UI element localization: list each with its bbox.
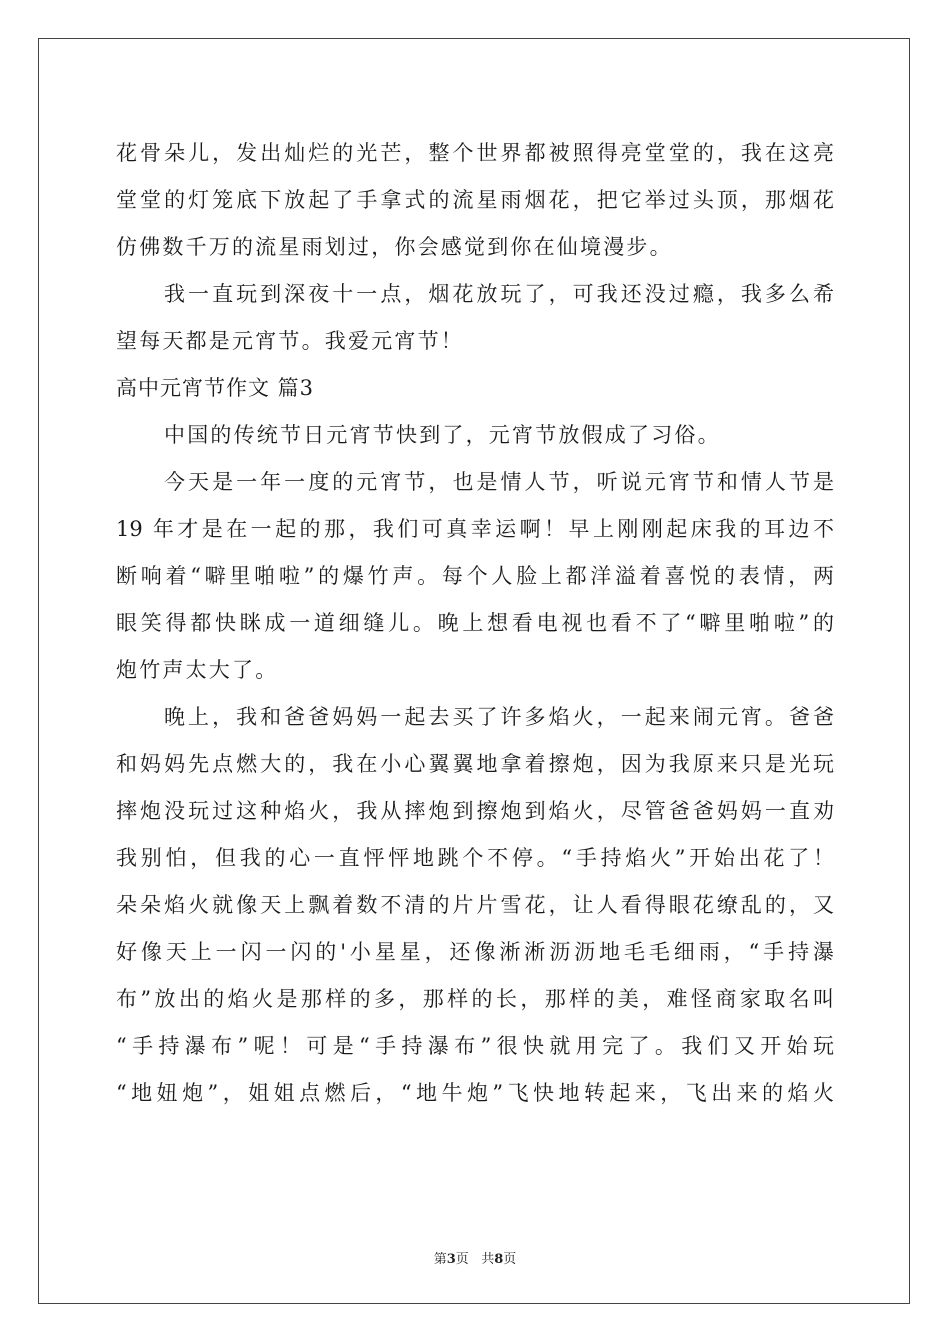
text-line: 摔炮没玩过这种焰火，我从摔炮到擦炮到焰火，尽管爸爸妈妈一直劝 bbox=[116, 799, 834, 823]
text-line: 我一直玩到深夜十一点，烟花放玩了，可我还没过瘾，我多么希 bbox=[164, 282, 834, 306]
text-line: 眼笑得都快眯成一道细缝儿。晚上想看电视也看不了“噼里啪啦”的 bbox=[116, 611, 834, 635]
text-line: 朵朵焰火就像天上飘着数不清的片片雪花，让人看得眼花缭乱的，又 bbox=[116, 893, 834, 917]
text-line: 好像天上一闪一闪的'小星星，还像淅淅沥沥地毛毛细雨，“手持瀑 bbox=[116, 940, 834, 964]
text-line: 我别怕，但我的心一直怦怦地跳个不停。“手持焰火”开始出花了！ bbox=[116, 846, 834, 870]
footer-prefix: 第 bbox=[433, 1252, 447, 1267]
current-page-number: 3 bbox=[446, 1252, 456, 1267]
text-line: 和妈妈先点燃大的，我在小心翼翼地拿着擦炮，因为我原来只是光玩 bbox=[116, 752, 834, 776]
text-line: 19 年才是在一起的那，我们可真幸运啊！早上刚刚起床我的耳边不 bbox=[116, 517, 834, 541]
text-line: 花骨朵儿，发出灿烂的光芒，整个世界都被照得亮堂堂的，我在这亮 bbox=[116, 141, 834, 165]
text-line: 炮竹声太大了。 bbox=[116, 658, 279, 682]
footer-middle: 页 共 bbox=[455, 1252, 495, 1267]
section-heading: 高中元宵节作文 篇3 bbox=[116, 376, 315, 400]
text-line: 望每天都是元宵节。我爱元宵节！ bbox=[116, 329, 464, 353]
text-line: “手持瀑布”呢！可是“手持瀑布”很快就用完了。我们又开始玩 bbox=[116, 1034, 834, 1058]
page-footer bbox=[0, 1248, 950, 1267]
total-page-number: 8 bbox=[494, 1252, 504, 1267]
text-line: 布”放出的焰火是那样的多，那样的长，那样的美，难怪商家取名叫 bbox=[116, 987, 834, 1011]
text-line: “地妞炮”，姐姐点燃后，“地牛炮”飞快地转起来，飞出来的焰火 bbox=[116, 1081, 834, 1105]
footer-suffix: 页 bbox=[503, 1252, 517, 1267]
document-body bbox=[116, 130, 834, 1117]
text-line: 仿佛数千万的流星雨划过，你会感觉到你在仙境漫步。 bbox=[116, 235, 673, 259]
text-line: 堂堂的灯笼底下放起了手拿式的流星雨烟花，把它举过头顶，那烟花 bbox=[116, 188, 834, 212]
text-line: 今天是一年一度的元宵节，也是情人节，听说元宵节和情人节是 bbox=[164, 470, 834, 494]
text-line: 中国的传统节日元宵节快到了，元宵节放假成了习俗。 bbox=[164, 423, 721, 447]
text-line: 晚上，我和爸爸妈妈一起去买了许多焰火，一起来闹元宵。爸爸 bbox=[164, 705, 834, 729]
text-line: 断响着“噼里啪啦”的爆竹声。每个人脸上都洋溢着喜悦的表情，两 bbox=[116, 564, 834, 588]
